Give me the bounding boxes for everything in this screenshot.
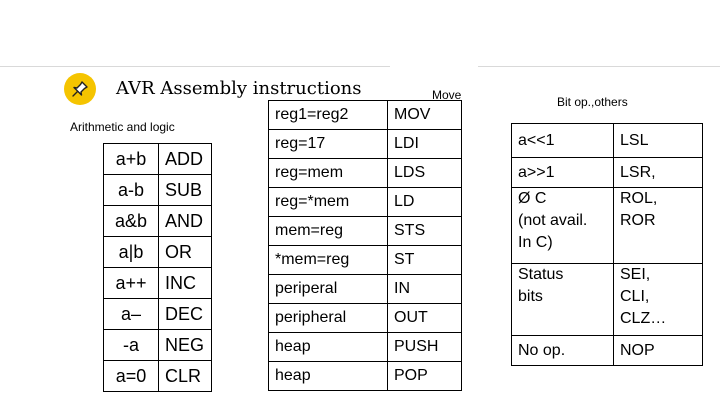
instruction-cell: NOP xyxy=(614,336,703,366)
instruction-cell: STS xyxy=(388,217,462,246)
expression-cell: periperal xyxy=(269,275,388,304)
expression-cell: heap xyxy=(269,333,388,362)
table-row xyxy=(104,144,212,175)
instruction-cell: LSR, xyxy=(614,158,703,188)
instruction-cell: PUSH xyxy=(388,333,462,362)
arithmetic-heading: Arithmetic and logic xyxy=(70,120,175,134)
expression-cell: *mem=reg xyxy=(269,246,388,275)
expression-cell: a-b xyxy=(104,175,159,206)
instruction-cell: SEI, CLI, CLZ… xyxy=(614,264,703,336)
instruction-cell: INC xyxy=(159,268,212,299)
instruction-cell: LDS xyxy=(388,159,462,188)
instruction-cell: LD xyxy=(388,188,462,217)
instruction-cell: DEC xyxy=(159,299,212,330)
bitops-table xyxy=(511,123,703,366)
table-row xyxy=(269,130,462,159)
expression-cell: reg=17 xyxy=(269,130,388,159)
expression-cell: a=0 xyxy=(104,361,159,392)
instruction-cell: ROL, ROR xyxy=(614,188,703,264)
instruction-cell: LDI xyxy=(388,130,462,159)
table-row xyxy=(512,124,703,158)
expression-cell: Status bits xyxy=(512,264,614,336)
move-heading: Move xyxy=(432,88,462,102)
table-row xyxy=(269,333,462,362)
table-row xyxy=(512,188,703,264)
instruction-cell: NEG xyxy=(159,330,212,361)
table-row xyxy=(104,237,212,268)
instruction-cell: LSL xyxy=(614,124,703,158)
expression-cell: peripheral xyxy=(269,304,388,333)
move-table xyxy=(268,100,462,391)
instruction-cell: SUB xyxy=(159,175,212,206)
expression-cell: a<<1 xyxy=(512,124,614,158)
title-rule-right xyxy=(478,66,720,67)
arithmetic-table xyxy=(103,143,212,392)
table-row xyxy=(104,361,212,392)
table-row xyxy=(104,175,212,206)
title-rule-left xyxy=(0,66,390,67)
expression-cell: reg=mem xyxy=(269,159,388,188)
instruction-cell: AND xyxy=(159,206,212,237)
slide-title: AVR Assembly instructions xyxy=(116,78,362,99)
expression-cell: a+b xyxy=(104,144,159,175)
table-row xyxy=(269,217,462,246)
instruction-cell: CLR xyxy=(159,361,212,392)
table-row xyxy=(104,206,212,237)
instruction-cell: MOV xyxy=(388,101,462,130)
instruction-cell: OUT xyxy=(388,304,462,333)
table-row xyxy=(269,304,462,333)
instruction-cell: ST xyxy=(388,246,462,275)
expression-cell: heap xyxy=(269,362,388,391)
instruction-cell: OR xyxy=(159,237,212,268)
pushpin-icon xyxy=(64,73,96,105)
expression-cell: a|b xyxy=(104,237,159,268)
expression-cell: -a xyxy=(104,330,159,361)
table-row xyxy=(269,101,462,130)
expression-cell: reg=*mem xyxy=(269,188,388,217)
expression-cell: a&b xyxy=(104,206,159,237)
table-row xyxy=(512,336,703,366)
expression-cell: mem=reg xyxy=(269,217,388,246)
table-row xyxy=(104,299,212,330)
expression-cell: reg1=reg2 xyxy=(269,101,388,130)
instruction-cell: ADD xyxy=(159,144,212,175)
expression-cell: a– xyxy=(104,299,159,330)
table-row xyxy=(269,275,462,304)
table-row xyxy=(269,246,462,275)
table-row xyxy=(269,362,462,391)
table-row xyxy=(104,268,212,299)
table-row xyxy=(269,159,462,188)
table-row xyxy=(512,264,703,336)
table-row xyxy=(269,188,462,217)
expression-cell: No op. xyxy=(512,336,614,366)
table-row xyxy=(104,330,212,361)
table-row xyxy=(512,158,703,188)
instruction-cell: POP xyxy=(388,362,462,391)
instruction-cell: IN xyxy=(388,275,462,304)
expression-cell: a++ xyxy=(104,268,159,299)
bitops-heading: Bit op.,others xyxy=(557,95,628,109)
expression-cell: a>>1 xyxy=(512,158,614,188)
expression-cell: Ø C (not avail. In C) xyxy=(512,188,614,264)
